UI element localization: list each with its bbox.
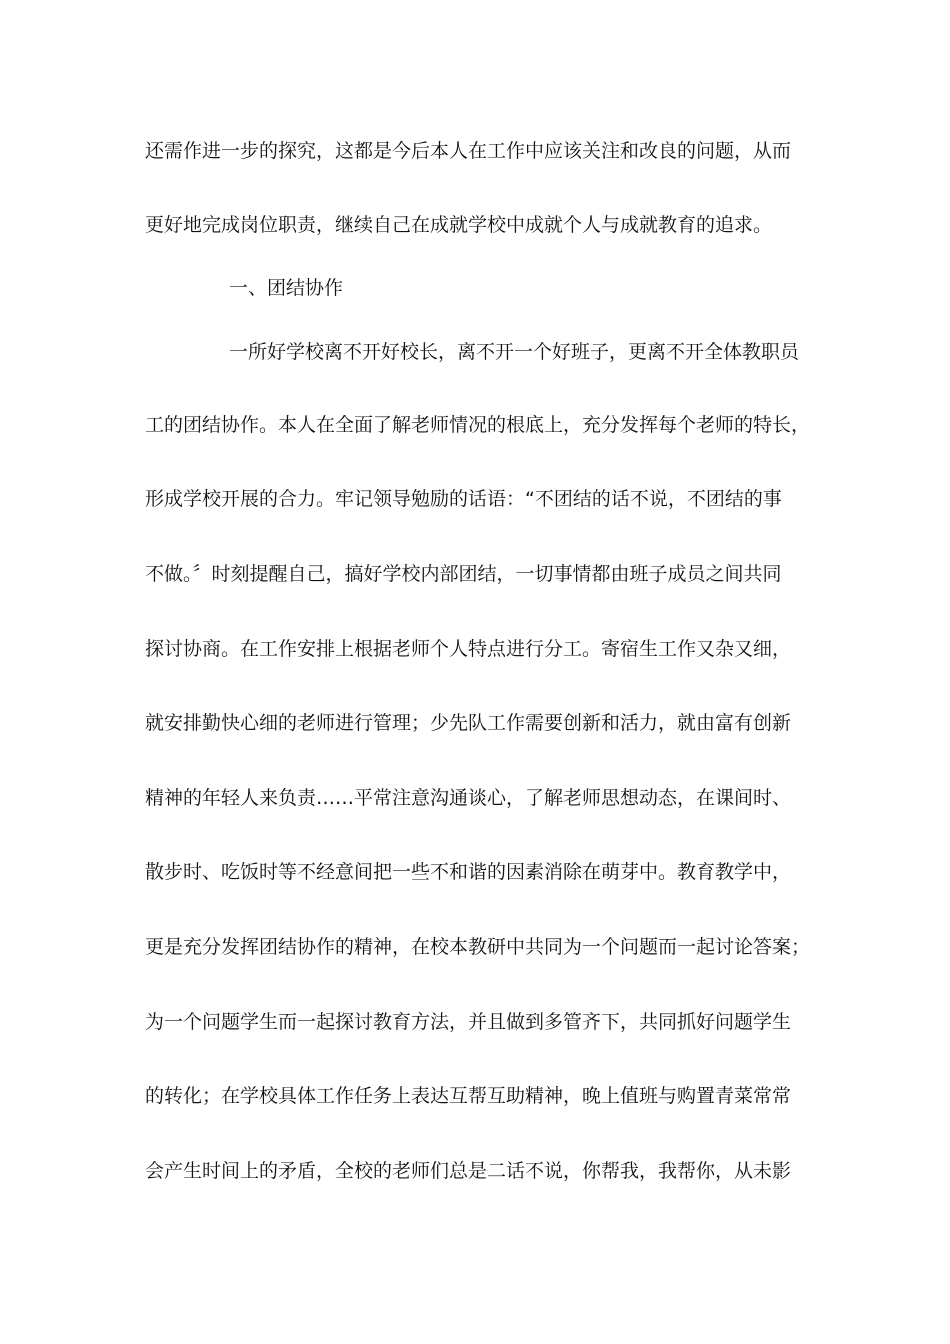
paragraph-line-4: 工的团结协作。本人在全面了解老师情况的根底上，充分发挥每个老师的特长， [145,414,810,436]
section-heading: 一、团结协作 [229,277,344,299]
paragraph-line-13: 的转化；在学校具体工作任务上表达互帮互助精神，晚上值班与购置青菜常常 [145,1085,792,1107]
paragraph-line-8: 就安排勤快心细的老师进行管理；少先队工作需要创新和活力，就由富有创新 [145,712,792,734]
paragraph-line-12: 为一个问题学生而一起探讨教育方法，并且做到多管齐下，共同抓好问题学生 [145,1011,792,1033]
paragraph-line-9: 精神的年轻人来负责……平常注意沟通谈心，了解老师思想动态，在课间时、 [145,787,792,809]
paragraph-line-5: 形成学校开展的合力。牢记领导勉励的话语：“不团结的话不说，不团结的事 [145,488,782,510]
paragraph-line-1: 还需作进一步的探究，这都是今后本人在工作中应该关注和改良的问题，从而 [145,140,792,162]
paragraph-line-14: 会产生时间上的矛盾，全校的老师们总是二话不说，你帮我，我帮你，从未影 [145,1160,792,1182]
paragraph-line-2: 更好地完成岗位职责，继续自己在成就学校中成就个人与成就教育的追求。 [145,214,773,236]
paragraph-line-6: 不做。〞时刻提醒自己，搞好学校内部团结，一切事情都由班子成员之间共同 [145,563,782,585]
paragraph-line-7: 探讨协商。在工作安排上根据老师个人特点进行分工。寄宿生工作又杂又细， [145,638,792,660]
paragraph-line-11: 更是充分发挥团结协作的精神，在校本教研中共同为一个问题而一起讨论答案； [145,936,810,958]
paragraph-line-10: 散步时、吃饭时等不经意间把一些不和谐的因素消除在萌芽中。教育教学中， [145,861,792,883]
paragraph-line-3: 一所好学校离不开好校长，离不开一个好班子，更离不开全体教职员 [229,341,800,363]
